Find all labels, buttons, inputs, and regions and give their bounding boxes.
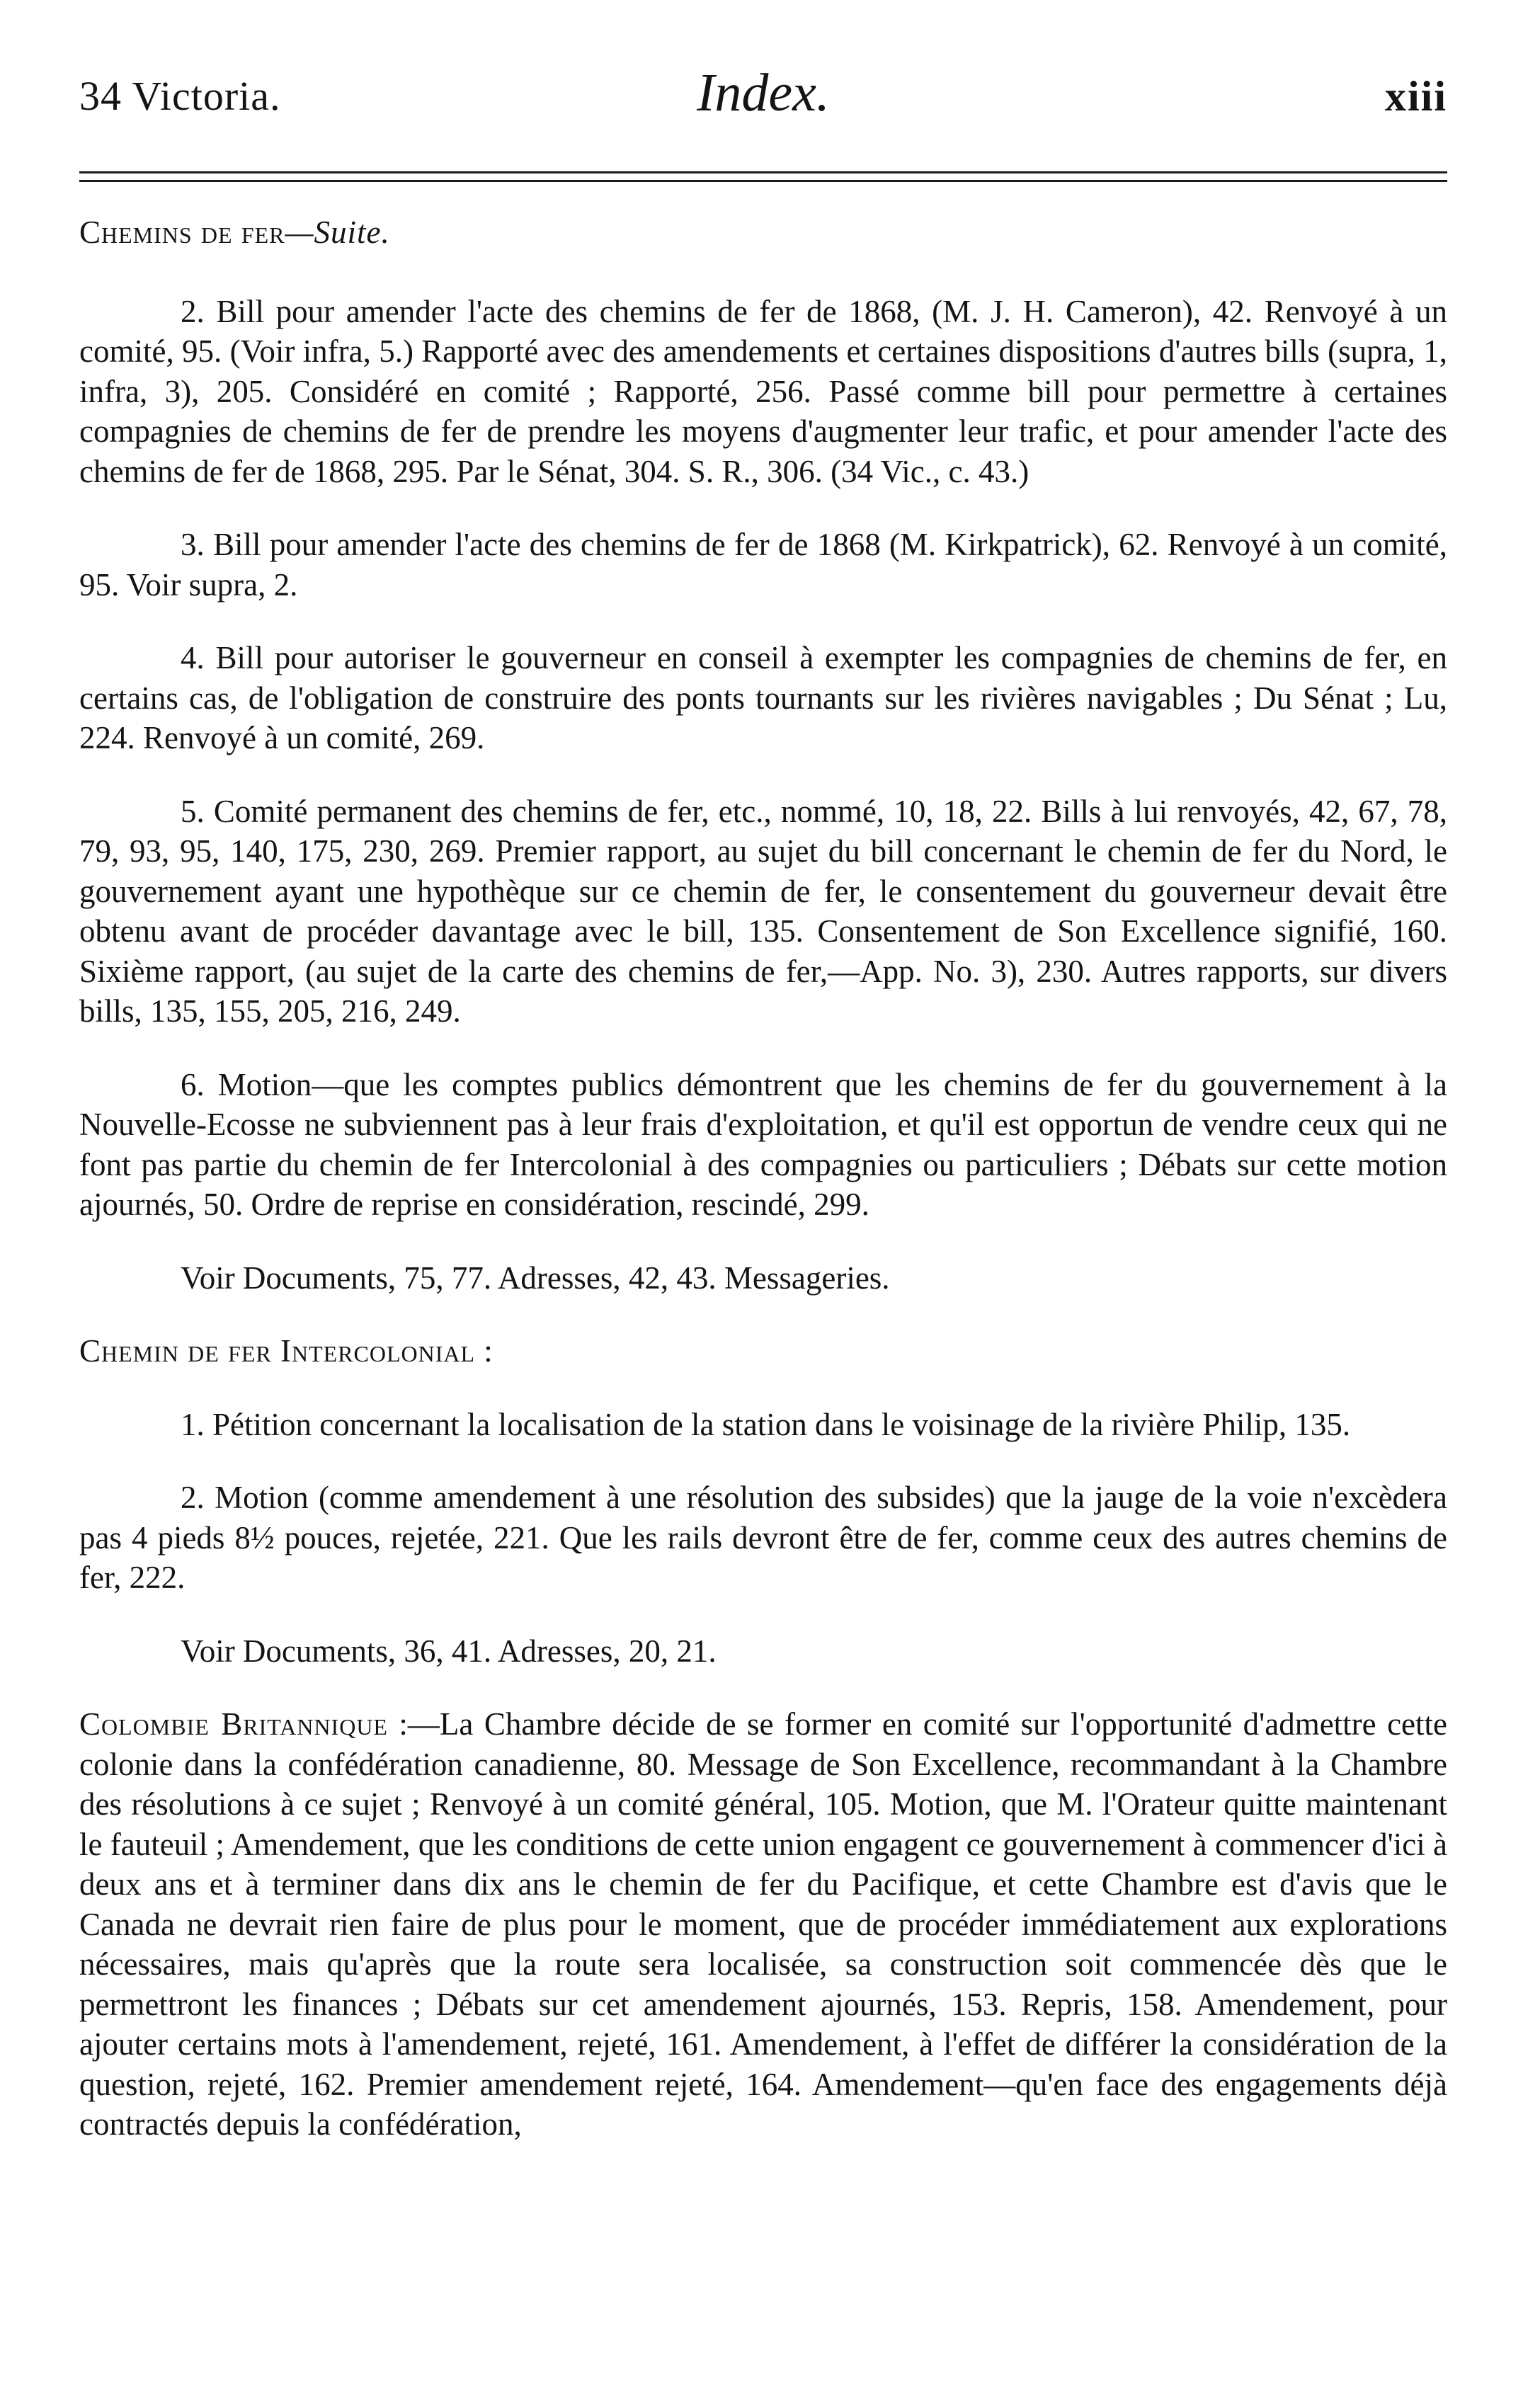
colombie-entry (79, 1704, 1447, 2145)
colombie-text: :—La Chambre décide de se former en comité sur l'opportunité d'admettre cette colonie dans la confédération canadienne, 80. Message de Son Excellence, recommandant à la Chambre des résolutions à ce sujet ; Renvoyé à un comité général, 105. Motion, que M. l'Orateur quitte maintenant le fauteuil ; Amendement, que les conditions de cette union engagent ce gouvernement à commencer d'ici à deux ans et à terminer dans dix ans le chemin de fer du Pacifique, et cette Chambre est d'avis que le Canada ne devrait rien faire de plus pour le moment, que de procéder immédiatement aux explorations nécessaires, mais qu'après que la route sera localisée, sa construction soit commencée dès que le permettront les finances ; Débats sur cet amendement ajournés, 153. Repris, 158. Amendement, pour ajouter certains mots à l'amendement, rejeté, 161. Amendement, à l'effet de différer la considération de la question, rejeté, 162. Premier amendement rejeté, 164. Amendement—qu'en face des engagements déjà contractés depuis la confédération, (79, 1706, 1448, 2142)
section-heading-colombie: Colombie Britannique (79, 1706, 388, 1742)
section-heading-chemins: Chemins de fer—Suite. (79, 215, 390, 250)
header-title: Index. (697, 63, 830, 122)
index-entry-3: 3. Bill pour amender l'acte des chemins de fer de 1868 (M. Kirkpatrick), 62. Renvoyé à un comité, 95. Voir supra, 2. (79, 527, 1447, 603)
index-content (79, 212, 1447, 2145)
header-rule-bottom (79, 180, 1447, 182)
header-page-number: xiii (1384, 73, 1447, 120)
see-also-intercolonial: Voir Documents, 36, 41. Adresses, 20, 21. (181, 1633, 717, 1669)
intercolonial-entry-1: 1. Pétition concernant la localisation de la station dans le voisinage de la rivière Philip, 135. (181, 1406, 1351, 1442)
header-session: 34 Victoria. (79, 73, 281, 119)
index-entry-2: 2. Bill pour amender l'acte des chemins de fer de 1868, (M. J. H. Cameron), 42. Renvoyé à un comité, 95. (Voir infra, 5.) Rapporté avec des amendements et certaines dispositions d'autres bills (supra, 1, infra, 3), 205. Considéré en comité ; Rapporté, 256. Passé comme bill pour permettre à certaines compagnies de chemins de fer de prendre les moyens d'augmenter leur trafic, et pour amender l'acte des chemins de fer de 1868, 295. Par le Sénat, 304. S. R., 306. (34 Vic., c. 43.) (79, 293, 1447, 489)
index-entry-6: 6. Motion—que les comptes publics démontrent que les chemins de fer du gouvernement à la Nouvelle-Ecosse ne subviennent pas à leur frais d'exploitation, et qu'il est opportun de vendre ceux qui ne font pas partie du chemin de fer Intercolonial à des compagnies ou particuliers ; Débats sur cette motion ajournés, 50. Ordre de reprise en considération, rescindé, 299. (79, 1066, 1447, 1222)
index-entry-5: 5. Comité permanent des chemins de fer, etc., nommé, 10, 18, 22. Bills à lui renvoyés, 42, 67, 78, 79, 93, 95, 140, 175, 230, 269. Premier rapport, au sujet du bill concernant le chemin de fer du Nord, le gouvernement ayant une hypothèque sur ce chemin de fer, le consentement du gouverneur devait être obtenu avant de procéder davantage avec le bill, 135. Consentement de Son Excellence signifié, 160. Sixième rapport, (au sujet de la carte des chemins de fer,—App. No. 3), 230. Autres rapports, sur divers bills, 135, 155, 205, 216, 249. (79, 793, 1447, 1029)
page-header (79, 62, 1447, 133)
header-rule-top (79, 171, 1447, 173)
intercolonial-entry-2: 2. Motion (comme amendement à une résolution des subsides) que la jauge de la voie n'excèdera pas 4 pieds 8½ pouces, rejetée, 221. Que les rails devront être de fer, comme ceux des autres chemins de fer, 222. (79, 1480, 1447, 1595)
index-entry-4: 4. Bill pour autoriser le gouverneur en conseil à exempter les compagnies de chemins de fer, en certains cas, de l'obligation de construire des ponts tournants sur les rivières navigables ; Du Sénat ; Lu, 224. Renvoyé à un comité, 269. (79, 640, 1447, 755)
section-heading-intercolonial: Chemin de fer Intercolonial : (79, 1333, 494, 1369)
see-also-chemins: Voir Documents, 75, 77. Adresses, 42, 43. Messageries. (181, 1260, 890, 1296)
